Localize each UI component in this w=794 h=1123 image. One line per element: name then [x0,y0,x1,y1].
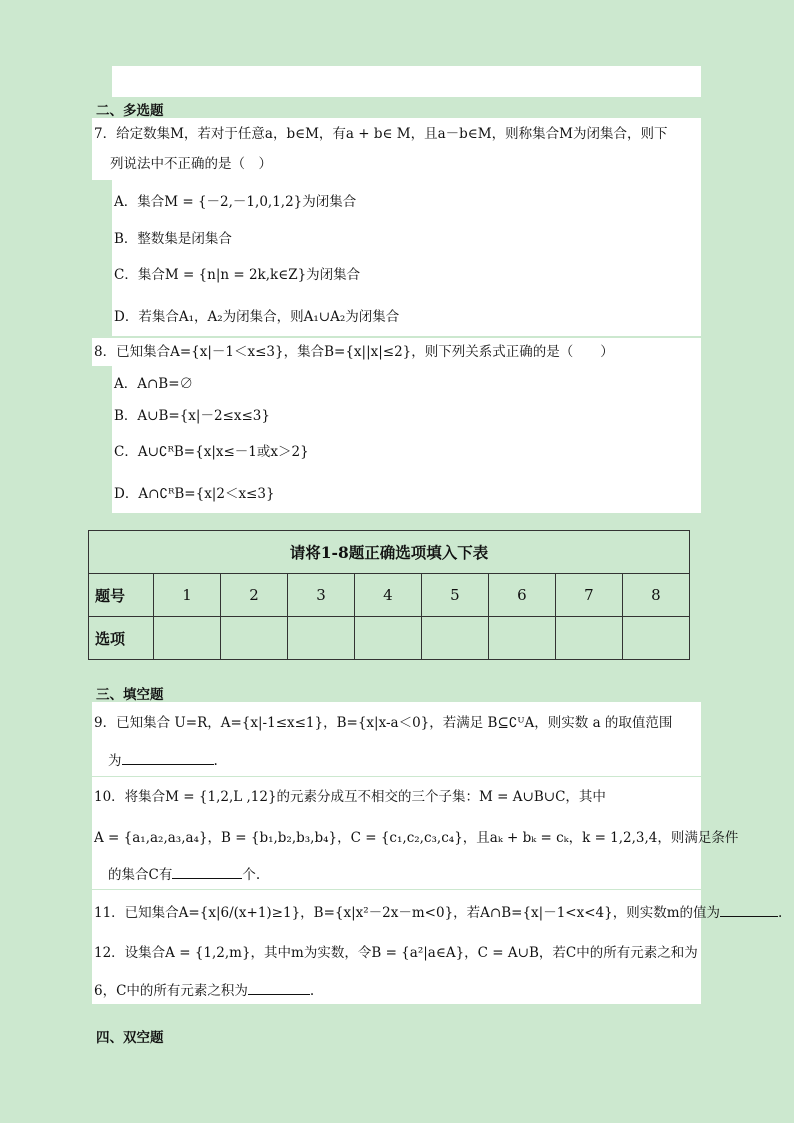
q8-option-b: B．A∪B={x|－2≤x≤3} [114,408,270,424]
q10-line2: A = {a₁,a₂,a₃,a₄}，B = {b₁,b₂,b₃,b₄}，C = {c₁,c₂,c₃,c₄}，且aₖ + bₖ = cₖ，k = 1,2,3,4，则满足条件 [94,830,739,846]
q9-line2-suffix: . [213,753,218,769]
q8-option-d: D．A∩∁ᴿB={x|2＜x≤3} [114,486,275,502]
top-white-strip [112,66,701,97]
answer-table-number: 2 [220,574,287,617]
q7-option-c: C．集合M = {n|n = 2k,k∈Z}为闭集合 [114,267,361,283]
answer-cell-3[interactable] [287,617,354,660]
q10-answer-blank[interactable] [172,864,242,879]
q7-option-a: A．集合M = {－2,－1,0,1,2}为闭集合 [114,194,357,210]
q9-line2 [108,750,218,771]
q12-line2 [94,980,314,1001]
answer-cell-6[interactable] [488,617,555,660]
q12-line2-prefix: 6，C中的所有元素之积为 [94,983,248,999]
answer-table-title: 请将1-8题正确选项填入下表 [89,531,690,574]
q8-stem: 8．已知集合A={x|－1＜x≤3}，集合B={x||x|≤2}，则下列关系式正确的是（ ） [94,344,614,360]
q7-stem-line1: 7．给定数集M，若对于任意a，b∈M，有a + b∈ M，且a－b∈M，则称集合M为闭集合，则下 [94,126,668,142]
answer-table-number: 7 [555,574,622,617]
q8-option-a: A．A∩B=∅ [114,376,194,392]
answer-cell-8[interactable] [622,617,689,660]
q11-suffix: . [778,905,783,921]
q9-answer-blank[interactable] [122,750,214,765]
q12-line2-suffix: . [309,983,315,999]
answer-table-option-header: 选项 [89,617,154,660]
q9-line2-prefix: 为 [108,753,122,769]
q10-line3 [108,864,260,885]
answer-table-number: 8 [622,574,689,617]
q7-stem-line2: 列说法中不正确的是（ ） [110,156,272,172]
q12-answer-blank[interactable] [248,980,310,995]
q7-option-b: B．整数集是闭集合 [114,231,232,247]
q8-option-c: C．A∪∁ᴿB={x|x≤－1或x＞2} [114,444,309,460]
q7-option-d: D．若集合A₁，A₂为闭集合，则A₁∪A₂为闭集合 [114,309,400,325]
q10-line3-prefix: 的集合C有 [108,867,173,883]
answer-table-number: 4 [354,574,421,617]
answer-cell-1[interactable] [154,617,221,660]
answer-table-number: 1 [154,574,221,617]
section-heading-fill-blank: 三、填空题 [96,687,164,703]
q12-line1: 12．设集合A = {1,2,m}，其中m为实数，令B = {a²|a∈A}，C = A∪B，若C中的所有元素之和为 [94,945,698,961]
answer-table-number: 6 [488,574,555,617]
section-heading-multi-choice: 二、多选题 [96,103,164,119]
q10-line3-suffix: 个. [242,867,261,883]
answer-table-number: 5 [421,574,488,617]
q11-text: 11．已知集合A={x|6/(x+1)≥1}，B={x|x²－2x－m<0}，若A∩B={x|－1<x<4}，则实数m的值为 [94,905,721,921]
q11-line [94,902,782,923]
answer-table-number: 3 [287,574,354,617]
answer-table [88,530,690,660]
section-heading-double-blank: 四、双空题 [96,1030,164,1046]
answer-cell-4[interactable] [354,617,421,660]
answer-table-number-header: 题号 [89,574,154,617]
answer-cell-2[interactable] [220,617,287,660]
answer-cell-5[interactable] [421,617,488,660]
q11-answer-blank[interactable] [720,902,778,917]
answer-cell-7[interactable] [555,617,622,660]
q10-line1: 10．将集合M = {1,2,L ,12}的元素分成互不相交的三个子集：M = A∪B∪C，其中 [94,789,606,805]
q9-line1: 9．已知集合 U=R，A={x|-1≤x≤1}，B={x|x-a＜0}，若满足 B⊆∁ᵁA，则实数 a 的取值范围 [94,715,673,731]
